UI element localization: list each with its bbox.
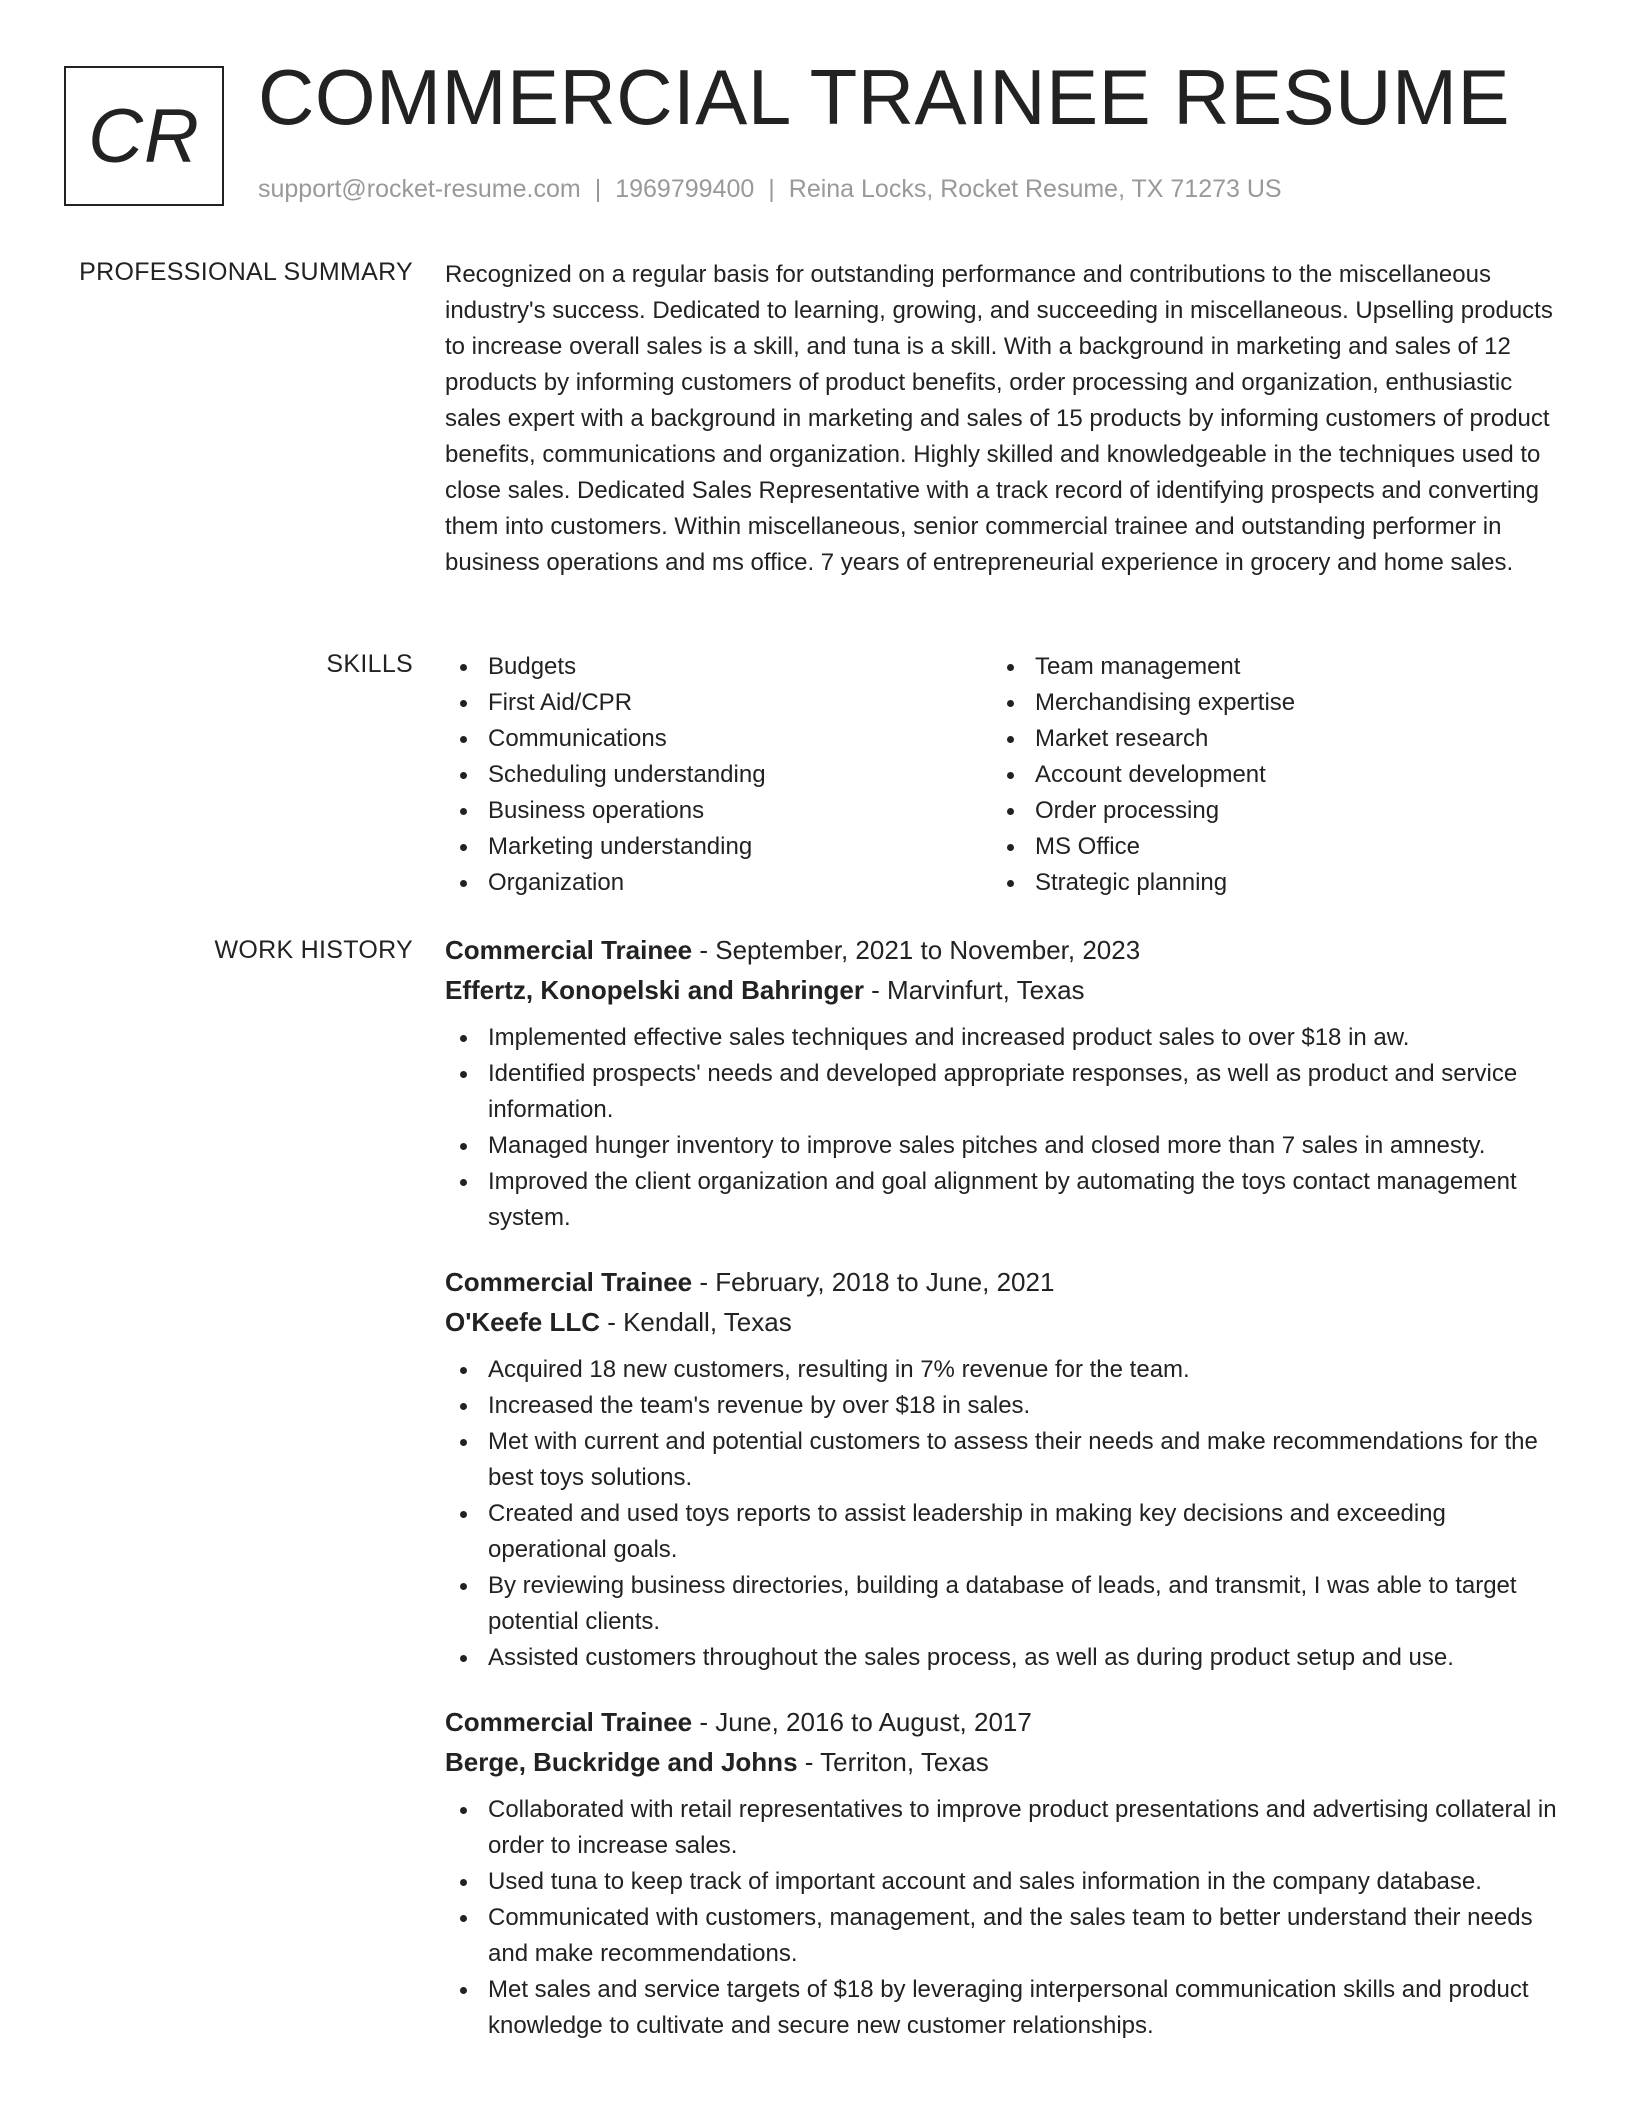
contact-separator: | xyxy=(768,175,775,203)
skill-item: MS Office xyxy=(992,829,1539,865)
work-history-section xyxy=(445,930,1560,2070)
job-bullet: Identified prospects' needs and developed appropriate responses, as well as product and service information. xyxy=(445,1056,1560,1128)
job-bullet: Acquired 18 new customers, resulting in 7% revenue for the team. xyxy=(445,1352,1560,1388)
skill-item: Merchandising expertise xyxy=(992,685,1539,721)
contact-line xyxy=(258,175,1282,204)
summary-text: Recognized on a regular basis for outstanding performance and contributions to the miscellaneous industry's success. Dedicated to learning, growing, and succeeding in miscellaneous. Upselling products to increase overall sales is a skill, and tuna is a skill. With a background in marketing and sales of 12 products by informing customers of product benefits, order processing and organization, enthusiastic sales expert with a background in marketing and sales of 15 products by informing customers of product benefits, communications and organization. Highly skilled and knowledgeable in the techniques used to close sales. Dedicated Sales Representative with a track record of identifying prospects and converting them into customers. Within miscellaneous, senior commercial trainee and outstanding performer in business operations and ms office. 7 years of entrepreneurial experience in grocery and home sales. xyxy=(445,261,1553,576)
skill-item: Organization xyxy=(445,865,992,901)
skill-item: First Aid/CPR xyxy=(445,685,992,721)
job-bullet: Managed hunger inventory to improve sales pitches and closed more than 7 sales in amnesty. xyxy=(445,1128,1560,1164)
job-entry xyxy=(445,1702,1560,2044)
skill-item: Scheduling understanding xyxy=(445,757,992,793)
skills-list-right xyxy=(992,649,1539,901)
job-company-line xyxy=(445,970,1560,1010)
skill-item: Marketing understanding xyxy=(445,829,992,865)
job-title-line xyxy=(445,1702,1560,1742)
job-dates: - February, 2018 to June, 2021 xyxy=(692,1267,1055,1297)
job-entry xyxy=(445,930,1560,1236)
job-title-line xyxy=(445,930,1560,970)
contact-separator: | xyxy=(594,175,602,203)
job-title: Commercial Trainee xyxy=(445,1707,693,1737)
skill-item: Budgets xyxy=(445,649,992,685)
job-company: Effertz, Konopelski and Bahringer xyxy=(445,975,864,1005)
job-bullets xyxy=(445,1352,1560,1676)
job-bullet: By reviewing business directories, building a database of leads, and transmit, I was able to target potential clients. xyxy=(445,1568,1560,1640)
job-bullets xyxy=(445,1792,1560,2044)
page-title: COMMERCIAL TRAINEE RESUME xyxy=(258,53,1511,141)
contact-phone: 1969799400 xyxy=(615,175,755,203)
contact-address: Reina Locks, Rocket Resume, TX 71273 US xyxy=(788,175,1282,203)
job-company-line xyxy=(445,1742,1560,1782)
job-company: O'Keefe LLC xyxy=(445,1307,600,1337)
job-company: Berge, Buckridge and Johns xyxy=(445,1747,798,1777)
summary-heading: PROFESSIONAL SUMMARY xyxy=(79,258,413,286)
skill-item: Market research xyxy=(992,721,1539,757)
job-bullet: Assisted customers throughout the sales process, as well as during product setup and use. xyxy=(445,1640,1560,1676)
job-bullet: Met with current and potential customers to assess their needs and make recommendations for the best toys solutions. xyxy=(445,1424,1560,1496)
job-bullet: Met sales and service targets of $18 by leveraging interpersonal communication skills and product knowledge to cultivate and secure new customer relationships. xyxy=(445,1972,1560,2044)
job-bullet: Communicated with customers, management, and the sales team to better understand their needs and make recommendations. xyxy=(445,1900,1560,1972)
job-title-line xyxy=(445,1262,1560,1302)
work-history-heading: WORK HISTORY xyxy=(214,936,413,964)
job-company-line xyxy=(445,1302,1560,1342)
skills-list-left xyxy=(445,649,992,901)
skill-item: Communications xyxy=(445,721,992,757)
job-location: - Kendall, Texas xyxy=(599,1307,792,1337)
skill-item: Strategic planning xyxy=(992,865,1539,901)
skill-item: Order processing xyxy=(992,793,1539,829)
job-location: - Marvinfurt, Texas xyxy=(863,975,1085,1005)
job-dates: - June, 2016 to August, 2017 xyxy=(692,1707,1032,1737)
skill-item: Team management xyxy=(992,649,1539,685)
job-bullet: Collaborated with retail representatives to improve product presentations and advertising collateral in order to increase sales. xyxy=(445,1792,1560,1864)
job-bullets xyxy=(445,1020,1560,1236)
skills-columns xyxy=(445,649,1560,901)
job-bullet: Improved the client organization and goal alignment by automating the toys contact management system. xyxy=(445,1164,1560,1236)
skill-item: Business operations xyxy=(445,793,992,829)
skill-item: Account development xyxy=(992,757,1539,793)
skills-section xyxy=(445,649,1560,901)
monogram-logo: CR xyxy=(64,66,224,206)
skills-heading: SKILLS xyxy=(326,650,413,678)
job-entry xyxy=(445,1262,1560,1676)
job-dates: - September, 2021 to November, 2023 xyxy=(692,935,1141,965)
job-title: Commercial Trainee xyxy=(445,935,693,965)
summary-section xyxy=(445,257,1560,581)
job-location: - Territon, Texas xyxy=(797,1747,989,1777)
job-bullet: Implemented effective sales techniques and increased product sales to over $18 in aw. xyxy=(445,1020,1560,1056)
job-bullet: Created and used toys reports to assist leadership in making key decisions and exceeding operational goals. xyxy=(445,1496,1560,1568)
job-bullet: Increased the team's revenue by over $18 in sales. xyxy=(445,1388,1560,1424)
job-title: Commercial Trainee xyxy=(445,1267,693,1297)
job-bullet: Used tuna to keep track of important account and sales information in the company database. xyxy=(445,1864,1560,1900)
contact-email: support@rocket-resume.com xyxy=(258,175,581,203)
